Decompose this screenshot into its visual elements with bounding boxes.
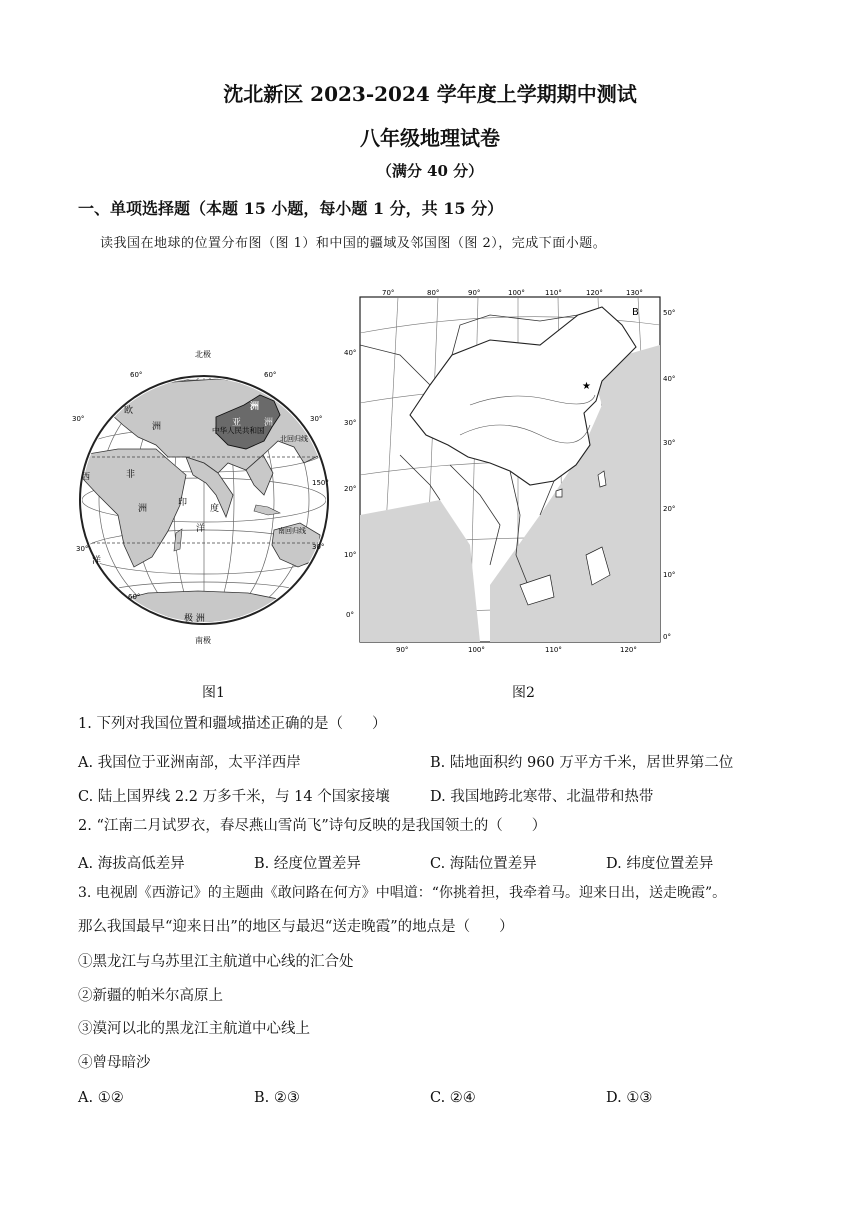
q3-option-d[interactable]: D. ①③ xyxy=(606,1090,653,1106)
asia-label-2: 亚 xyxy=(232,418,242,428)
lon-150-label: 150° xyxy=(312,479,329,487)
figure1-caption: 图1 xyxy=(202,685,225,701)
lat-30n-left: 30° xyxy=(72,415,85,423)
asia-label-3: 洲 xyxy=(264,418,274,428)
indian-ocean-label-3: 洋 xyxy=(196,524,206,534)
q2-option-b[interactable]: B. 经度位置差异 xyxy=(254,856,361,872)
top-lon-80: 80° xyxy=(427,289,440,297)
top-lon-120: 120° xyxy=(586,289,603,297)
south-pole-label: 南极 xyxy=(195,636,211,645)
lat-30s-left: 30° xyxy=(76,545,89,553)
exam-title: 沈北新区 2023-2024 学年度上学期期中测试 xyxy=(223,82,637,106)
q3-item-1: ①黑龙江与乌苏里江主航道中心线的汇合处 xyxy=(78,954,354,970)
q2-stem: 2. “江南二月试罗衣，春尽燕山雪尚飞”诗句反映的是我国领土的（ ） xyxy=(78,818,547,834)
lat-60n-left: 60° xyxy=(130,371,143,379)
right-lat-30: 30° xyxy=(663,439,676,447)
bottom-lon-110: 110° xyxy=(545,646,562,654)
q3-option-b[interactable]: B. ②③ xyxy=(254,1090,300,1106)
right-lat-0: 0° xyxy=(663,633,671,641)
indian-ocean-label-1: 印 xyxy=(178,498,188,508)
right-lat-10: 10° xyxy=(663,571,676,579)
q1-option-d[interactable]: D. 我国地跨北寒带、北温带和热带 xyxy=(430,789,654,805)
left-lat-10: 10° xyxy=(344,551,357,559)
q3-option-a[interactable]: A. ①② xyxy=(78,1090,124,1106)
lat-60s-left: 60° xyxy=(128,593,141,601)
europe-label-2: 洲 xyxy=(152,422,162,432)
right-lat-40: 40° xyxy=(663,375,676,383)
exam-subtitle: 八年级地理试卷 xyxy=(360,126,500,150)
q2-option-a[interactable]: A. 海拔高低差异 xyxy=(78,856,185,872)
lat-30n-right: 30° xyxy=(310,415,323,423)
left-lat-30: 30° xyxy=(344,419,357,427)
asia-label-1: 洲 xyxy=(250,402,260,412)
globe-figure xyxy=(68,345,340,655)
q1-stem: 1. 下列对我国位置和疆域描述正确的是（ ） xyxy=(78,716,387,732)
atlantic-label: 洋 xyxy=(92,556,102,566)
right-lat-50: 50° xyxy=(663,309,676,317)
q1-option-c[interactable]: C. 陆上国界线 2.2 万多千米，与 14 个国家接壤 xyxy=(78,789,390,805)
figure2-caption: 图2 xyxy=(512,685,535,701)
lat-60n-right: 60° xyxy=(264,371,277,379)
q3-option-c[interactable]: C. ②④ xyxy=(430,1090,476,1106)
q3-stem-line1: 3. 电视剧《西游记》的主题曲《敢问路在何方》中唱道：“你挑着担，我牵着马。迎来日出，送走晚霞”。 xyxy=(78,885,727,901)
q2-option-c[interactable]: C. 海陆位置差异 xyxy=(430,856,537,872)
q3-stem-line2: 那么我国最早“迎来日出”的地区与最迟“送走晚霞”的地点是（ ） xyxy=(78,919,514,935)
europe-label-1: 欧 xyxy=(124,406,134,416)
tropic-south-label: 南回归线 xyxy=(278,527,306,535)
q1-option-b[interactable]: B. 陆地面积约 960 万平方千米，居世界第二位 xyxy=(430,755,734,771)
top-lon-100: 100° xyxy=(508,289,525,297)
antarctica-label: 极 洲 xyxy=(184,614,205,624)
section-heading: 一、单项选择题（本题 15 小题，每小题 1 分，共 15 分） xyxy=(78,199,504,218)
left-lat-20: 20° xyxy=(344,485,357,493)
left-lat-40: 40° xyxy=(344,349,357,357)
top-lon-130: 130° xyxy=(626,289,643,297)
west-label: 西 xyxy=(82,472,90,481)
q1-option-a[interactable]: A. 我国位于亚洲南部，太平洋西岸 xyxy=(78,755,301,771)
africa-label-1: 非 xyxy=(126,470,136,480)
tropic-north-label: 北回归线 xyxy=(280,435,308,443)
top-lon-70: 70° xyxy=(382,289,395,297)
right-lat-20: 20° xyxy=(663,505,676,513)
left-lat-0: 0° xyxy=(346,611,354,619)
lat-30s-right: 30° xyxy=(312,543,325,551)
africa-label-2: 洲 xyxy=(138,504,148,514)
q2-option-d[interactable]: D. 纬度位置差异 xyxy=(606,856,714,872)
section-intro: 读我国在地球的位置分布图（图 1）和中国的疆域及邻国图（图 2），完成下面小题。 xyxy=(100,236,607,251)
china-map-figure xyxy=(340,285,685,655)
point-b-label: B xyxy=(632,307,639,318)
top-lon-90: 90° xyxy=(468,289,481,297)
score-note: （满分 40 分） xyxy=(376,162,484,180)
q3-item-3: ③漠河以北的黑龙江主航道中心线上 xyxy=(78,1021,310,1037)
bottom-lon-120: 120° xyxy=(620,646,637,654)
top-lon-110: 110° xyxy=(545,289,562,297)
bottom-lon-100: 100° xyxy=(468,646,485,654)
indian-ocean-label-2: 度 xyxy=(210,504,220,514)
q3-item-2: ②新疆的帕米尔高原上 xyxy=(78,988,223,1004)
q3-item-4: ④曾母暗沙 xyxy=(78,1055,151,1071)
china-label: 中华人民共和国 xyxy=(212,426,265,435)
north-pole-label: 北极 xyxy=(195,350,211,359)
capital-star: ★ xyxy=(582,381,591,392)
bottom-lon-90: 90° xyxy=(396,646,409,654)
